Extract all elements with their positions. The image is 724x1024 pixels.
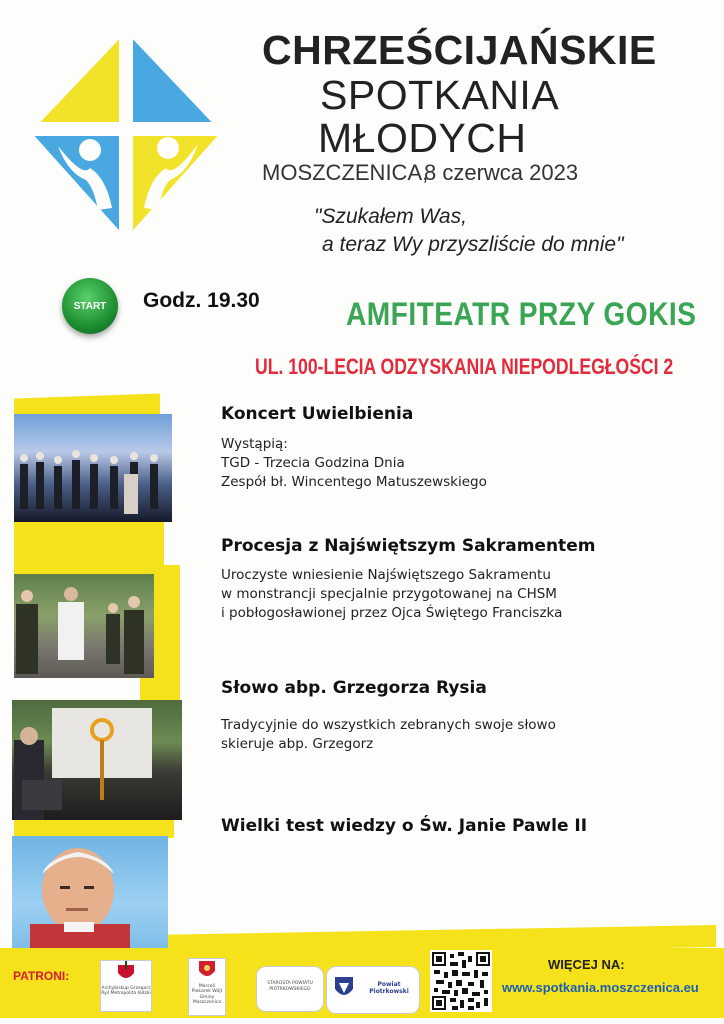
starosta-logo [256, 966, 324, 1012]
title-line-3: MŁODYCH [318, 115, 527, 161]
event-date: 8 czerwca 2023 [424, 160, 579, 185]
crest-icon [114, 961, 138, 983]
event-1-title: Koncert Uwielbienia [221, 404, 414, 424]
logo-caption: Powiat Piotrkowski [369, 981, 409, 995]
start-time: Godz. 19.30 [143, 289, 260, 312]
website-link[interactable]: www.spotkania.moszczenica.eu [502, 980, 699, 995]
event-2-body [221, 566, 562, 623]
event-1-body [221, 435, 487, 492]
event-2-line: w monstrancji specjalnie przygotowanej na CHSM [221, 586, 557, 602]
event-4-title: Wielki test wiedzy o Św. Janie Pawle II [221, 816, 588, 836]
quote-line-2: a teraz Wy przyszliście do mnie" [322, 233, 624, 256]
logo-caption: Archybiskup Grzegorz Ryś Metropolita łódzki [101, 985, 151, 996]
event-2-line: Uroczyste wniesienie Najświętszego Sakramentu [221, 567, 551, 583]
patrons-label: PATRONI: [13, 969, 70, 983]
event-2-title: Procesja z Najświętszym Sakramentem [221, 536, 596, 556]
logo-caption: STAROSTA POWIATU PIOTRKOWSKIEGO [267, 981, 313, 992]
event-3-body [221, 716, 556, 754]
title-line-1: CHRZEŚCIJAŃSKIE [262, 27, 657, 73]
archbishop-crest-logo [100, 960, 152, 1012]
event-place: MOSZCZENICA, [262, 160, 429, 185]
event-1-line: TGD - Trzecia Godzina Dnia [221, 455, 405, 471]
archbishop-photo [12, 700, 182, 820]
shield-icon [197, 959, 217, 981]
event-1-line: Wystąpią: [221, 436, 288, 452]
venue-name: AMFITEATR PRZY GOKIS [346, 296, 697, 332]
start-badge: START [62, 278, 118, 334]
event-1-line: Zespół bł. Wincentego Matuszewskiego [221, 474, 487, 490]
venue-street: UL. 100-LECIA ODZYSKANIA NIEPODLEGŁOŚCI 2 [255, 354, 674, 379]
powiat-emblem-icon [333, 975, 355, 1001]
qr-code-icon [430, 950, 492, 1012]
event-logo [28, 28, 224, 242]
john-paul-ii-photo [12, 836, 168, 948]
qr-code[interactable] [430, 950, 492, 1012]
quote-line-1: "Szukałem Was, [314, 205, 467, 228]
title-line-2: SPOTKANIA [320, 72, 560, 118]
procession-photo [14, 574, 154, 678]
event-3-title: Słowo abp. Grzegorza Rysia [221, 678, 487, 698]
powiat-piotrkowski-logo [326, 966, 420, 1014]
event-3-line: skieruje abp. Grzegorz [221, 736, 374, 752]
event-2-line: i pobłogosławionej przez Ojca Świętego Franciszka [221, 605, 563, 621]
more-info-label: WIĘCEJ NA: [548, 957, 625, 972]
gmina-moszczenica-logo [188, 958, 226, 1016]
logo-caption: Marceli Piekarek Wójt Gminy Moszczenica [191, 983, 223, 1005]
concert-photo [14, 414, 172, 522]
event-3-line: Tradycyjnie do wszystkich zebranych swoje słowo [221, 717, 556, 733]
